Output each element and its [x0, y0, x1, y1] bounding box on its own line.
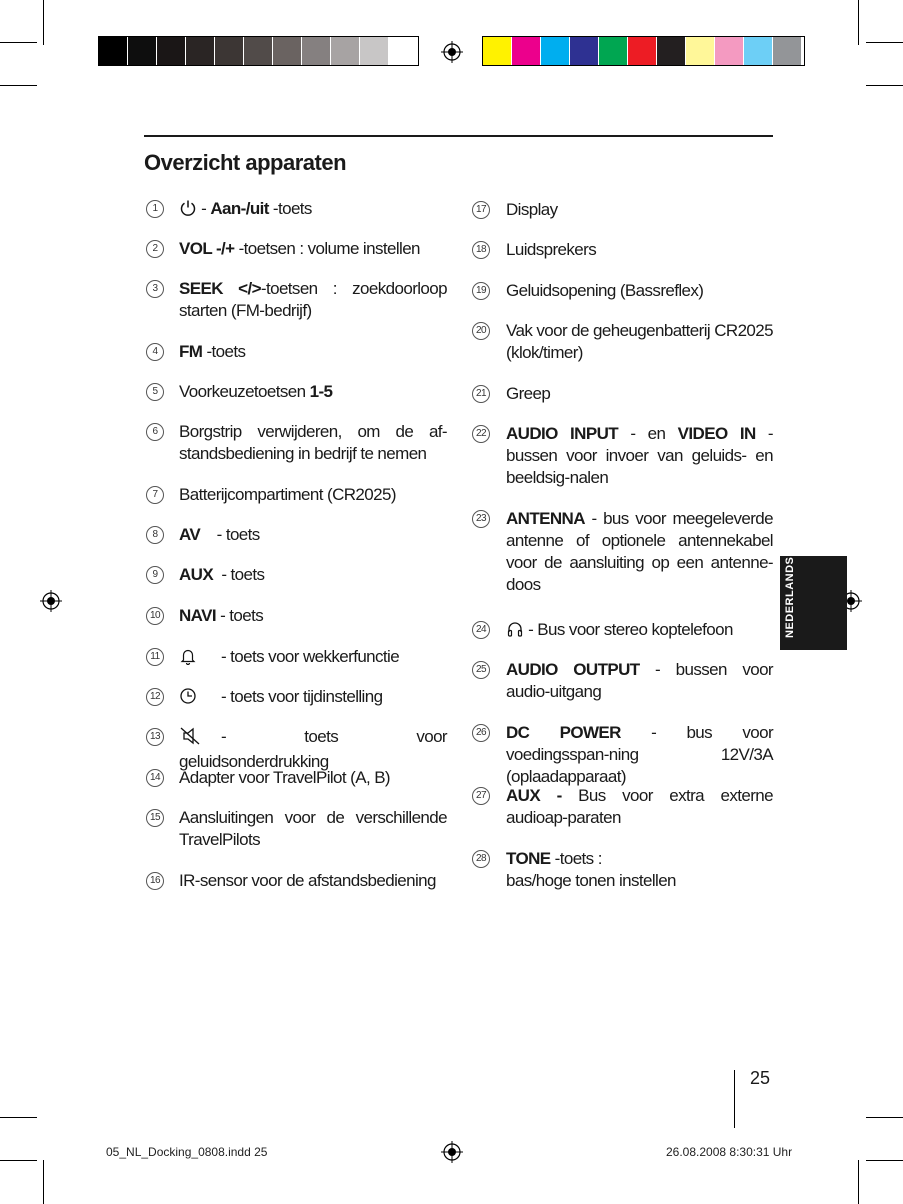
- item-text: - toets: [200, 525, 260, 544]
- list-item: [506, 383, 773, 405]
- item-number: 8: [146, 526, 164, 544]
- item-keyword: AUX: [179, 565, 214, 584]
- list-item: [179, 767, 447, 789]
- item-number: 9: [146, 566, 164, 584]
- item-keyword: AUDIO INPUT: [506, 424, 619, 443]
- item-number: 12: [146, 688, 164, 706]
- page-number: 25: [750, 1068, 771, 1088]
- item-keyword: AUX -: [506, 786, 562, 805]
- headphones-icon: [506, 620, 524, 644]
- list-item: [179, 278, 452, 322]
- crop-mark: [0, 1160, 37, 1161]
- item-text: - bus voor meegeleverde antenne of optionele antennekabel voor de aansluiting op een antenne-doos: [506, 509, 778, 594]
- item-number: 19: [472, 282, 490, 300]
- crop-mark: [866, 85, 903, 86]
- item-keyword: TONE: [506, 849, 551, 868]
- item-keyword: FM: [179, 342, 203, 361]
- footer-file-info: 05_NL_Docking_0808.indd 25: [106, 1145, 268, 1159]
- item-number: 22: [472, 425, 490, 443]
- list-item: [179, 421, 447, 465]
- language-tab: [780, 556, 847, 650]
- color-swatch: [628, 37, 657, 65]
- crop-mark: [866, 1117, 903, 1118]
- registration-mark-icon: [40, 590, 62, 612]
- item-text: - bussen voor invoer van geluids- en beeldsig-nalen: [506, 424, 778, 487]
- gray-swatch: [215, 37, 244, 65]
- item-text: Batterijcompartiment (CR2025): [179, 485, 396, 504]
- list-item: [179, 726, 452, 773]
- item-keyword: NAVI: [179, 606, 216, 625]
- item-text: Borgstrip verwijderen, om de af-standsbediening in bedrijf te nemen: [179, 422, 447, 463]
- item-text: -toets :: [550, 849, 602, 868]
- list-item: [179, 341, 447, 363]
- mute-icon: [179, 727, 221, 751]
- crop-mark: [43, 1160, 44, 1204]
- item-text: -: [197, 199, 211, 218]
- item-text: - toets voor geluidsonderdrukking: [179, 727, 452, 771]
- power-icon: [179, 199, 197, 223]
- crop-mark: [0, 85, 37, 86]
- list-item: [179, 646, 447, 671]
- item-text: -toetsen : zoekdoorloop starten (FM-bedrijf): [179, 279, 452, 320]
- item-number: 5: [146, 383, 164, 401]
- color-swatch: [773, 37, 802, 65]
- item-number: 11: [146, 648, 164, 666]
- item-text: Aansluitingen voor de verschillende TravelPilots: [179, 808, 451, 849]
- item-number: 6: [146, 423, 164, 441]
- list-item: [179, 238, 447, 260]
- item-text: Display: [506, 200, 558, 219]
- item-number: 17: [472, 201, 490, 219]
- list-item: [506, 199, 773, 221]
- item-keyword: SEEK </>: [179, 279, 261, 298]
- registration-mark-icon: [441, 41, 463, 63]
- item-text: IR-sensor voor de afstandsbediening: [179, 871, 436, 890]
- list-item: [179, 381, 447, 403]
- item-text: bas/hoge tonen instellen: [506, 871, 676, 890]
- item-text: Adapter voor TravelPilot (A, B): [179, 768, 390, 787]
- color-swatch: [599, 37, 628, 65]
- item-text: - Bus voor stereo koptelefoon: [524, 620, 733, 639]
- crop-mark: [866, 42, 903, 43]
- crop-mark: [858, 1160, 859, 1204]
- color-swatch: [541, 37, 570, 65]
- list-item: [179, 686, 447, 711]
- gray-swatch: [389, 37, 418, 65]
- list-item: [179, 605, 447, 627]
- item-number: 13: [146, 728, 164, 746]
- item-number: 21: [472, 385, 490, 403]
- list-item: [179, 870, 447, 892]
- item-keyword: AUDIO OUTPUT: [506, 660, 640, 679]
- list-item: [506, 320, 778, 364]
- color-swatch: [657, 37, 686, 65]
- gray-swatch: [302, 37, 331, 65]
- item-number: 24: [472, 621, 490, 639]
- header-rule: [144, 135, 773, 137]
- section-title: Overzicht apparaten: [144, 150, 347, 175]
- footer-timestamp: 26.08.2008 8:30:31 Uhr: [666, 1145, 793, 1159]
- item-keyword: DC POWER: [506, 723, 621, 742]
- clock-icon: [179, 687, 221, 711]
- item-text: - bussen voor audio-uitgang: [506, 660, 778, 701]
- list-item: [506, 508, 778, 596]
- page-number-rule: [734, 1070, 735, 1128]
- item-number: 10: [146, 607, 164, 625]
- gray-swatch: [360, 37, 389, 65]
- item-text: Voorkeuzetoetsen: [179, 382, 310, 401]
- crop-mark: [858, 0, 859, 45]
- color-swatch: [570, 37, 599, 65]
- crop-mark: [0, 42, 37, 43]
- item-keyword: VOL -/+: [179, 239, 235, 258]
- item-text: - toets voor wekkerfunctie: [221, 647, 400, 666]
- color-swatch: [686, 37, 715, 65]
- gray-swatch: [128, 37, 157, 65]
- list-item: [506, 280, 773, 302]
- item-number: 26: [472, 724, 490, 742]
- item-keyword: AV: [179, 525, 201, 544]
- bell-icon: [179, 647, 221, 671]
- registration-mark-icon: [441, 1141, 463, 1163]
- item-number: 23: [472, 510, 490, 528]
- color-swatch: [483, 37, 512, 65]
- gray-swatch: [273, 37, 302, 65]
- item-number: 2: [146, 240, 164, 258]
- gray-swatch: [99, 37, 128, 65]
- list-item: [506, 619, 773, 644]
- item-keyword: 1-5: [309, 382, 333, 401]
- list-item: [179, 807, 451, 851]
- item-number: 14: [146, 769, 164, 787]
- list-item: [179, 198, 447, 223]
- item-number: 25: [472, 661, 490, 679]
- item-number: 7: [146, 486, 164, 504]
- item-text: -toets: [268, 199, 312, 218]
- list-item: [179, 564, 447, 586]
- list-item: [506, 848, 773, 892]
- item-text: - toets: [215, 606, 264, 625]
- gray-swatch: [244, 37, 273, 65]
- item-text: Geluidsopening (Bassreflex): [506, 281, 704, 300]
- list-item: [179, 484, 447, 506]
- list-item: [506, 785, 778, 829]
- language-tab-label: NEDERLANDS: [784, 556, 796, 638]
- color-swatch: [744, 37, 773, 65]
- list-item: [179, 524, 447, 546]
- gray-swatch: [186, 37, 215, 65]
- list-item: [506, 659, 778, 703]
- item-text: - toets voor tijdinstelling: [221, 687, 383, 706]
- list-item: [506, 722, 778, 788]
- gray-swatch: [157, 37, 186, 65]
- gray-swatch: [331, 37, 360, 65]
- item-text: Luidsprekers: [506, 240, 597, 259]
- item-number: 20: [472, 322, 490, 340]
- crop-mark: [0, 1117, 37, 1118]
- item-number: 4: [146, 343, 164, 361]
- item-keyword: Aan-/uit: [210, 199, 269, 218]
- crop-mark: [866, 1160, 903, 1161]
- list-item: [506, 423, 778, 489]
- crop-mark: [43, 0, 44, 45]
- color-swatch: [512, 37, 541, 65]
- color-swatch: [715, 37, 744, 65]
- item-text: -toets: [202, 342, 246, 361]
- item-number: 28: [472, 850, 490, 868]
- item-text: - bus voor voedingsspan-ning 12V/3A (oplaadapparaat): [506, 723, 778, 786]
- item-text: Greep: [506, 384, 551, 403]
- item-text: - toets: [213, 565, 265, 584]
- item-text: Bus voor extra externe audioap-paraten: [506, 786, 778, 827]
- item-number: 18: [472, 241, 490, 259]
- item-number: 3: [146, 280, 164, 298]
- list-item: [506, 239, 773, 261]
- item-number: 27: [472, 787, 490, 805]
- item-text: - en: [618, 424, 678, 443]
- item-number: 15: [146, 809, 164, 827]
- item-number: 1: [146, 200, 164, 218]
- item-text: -toetsen : volume instellen: [234, 239, 420, 258]
- item-text: Vak voor de geheugenbatterij CR2025 (klok/timer): [506, 321, 778, 362]
- item-keyword: ANTENNA: [506, 509, 585, 528]
- item-number: 16: [146, 872, 164, 890]
- item-keyword: VIDEO IN: [677, 424, 756, 443]
